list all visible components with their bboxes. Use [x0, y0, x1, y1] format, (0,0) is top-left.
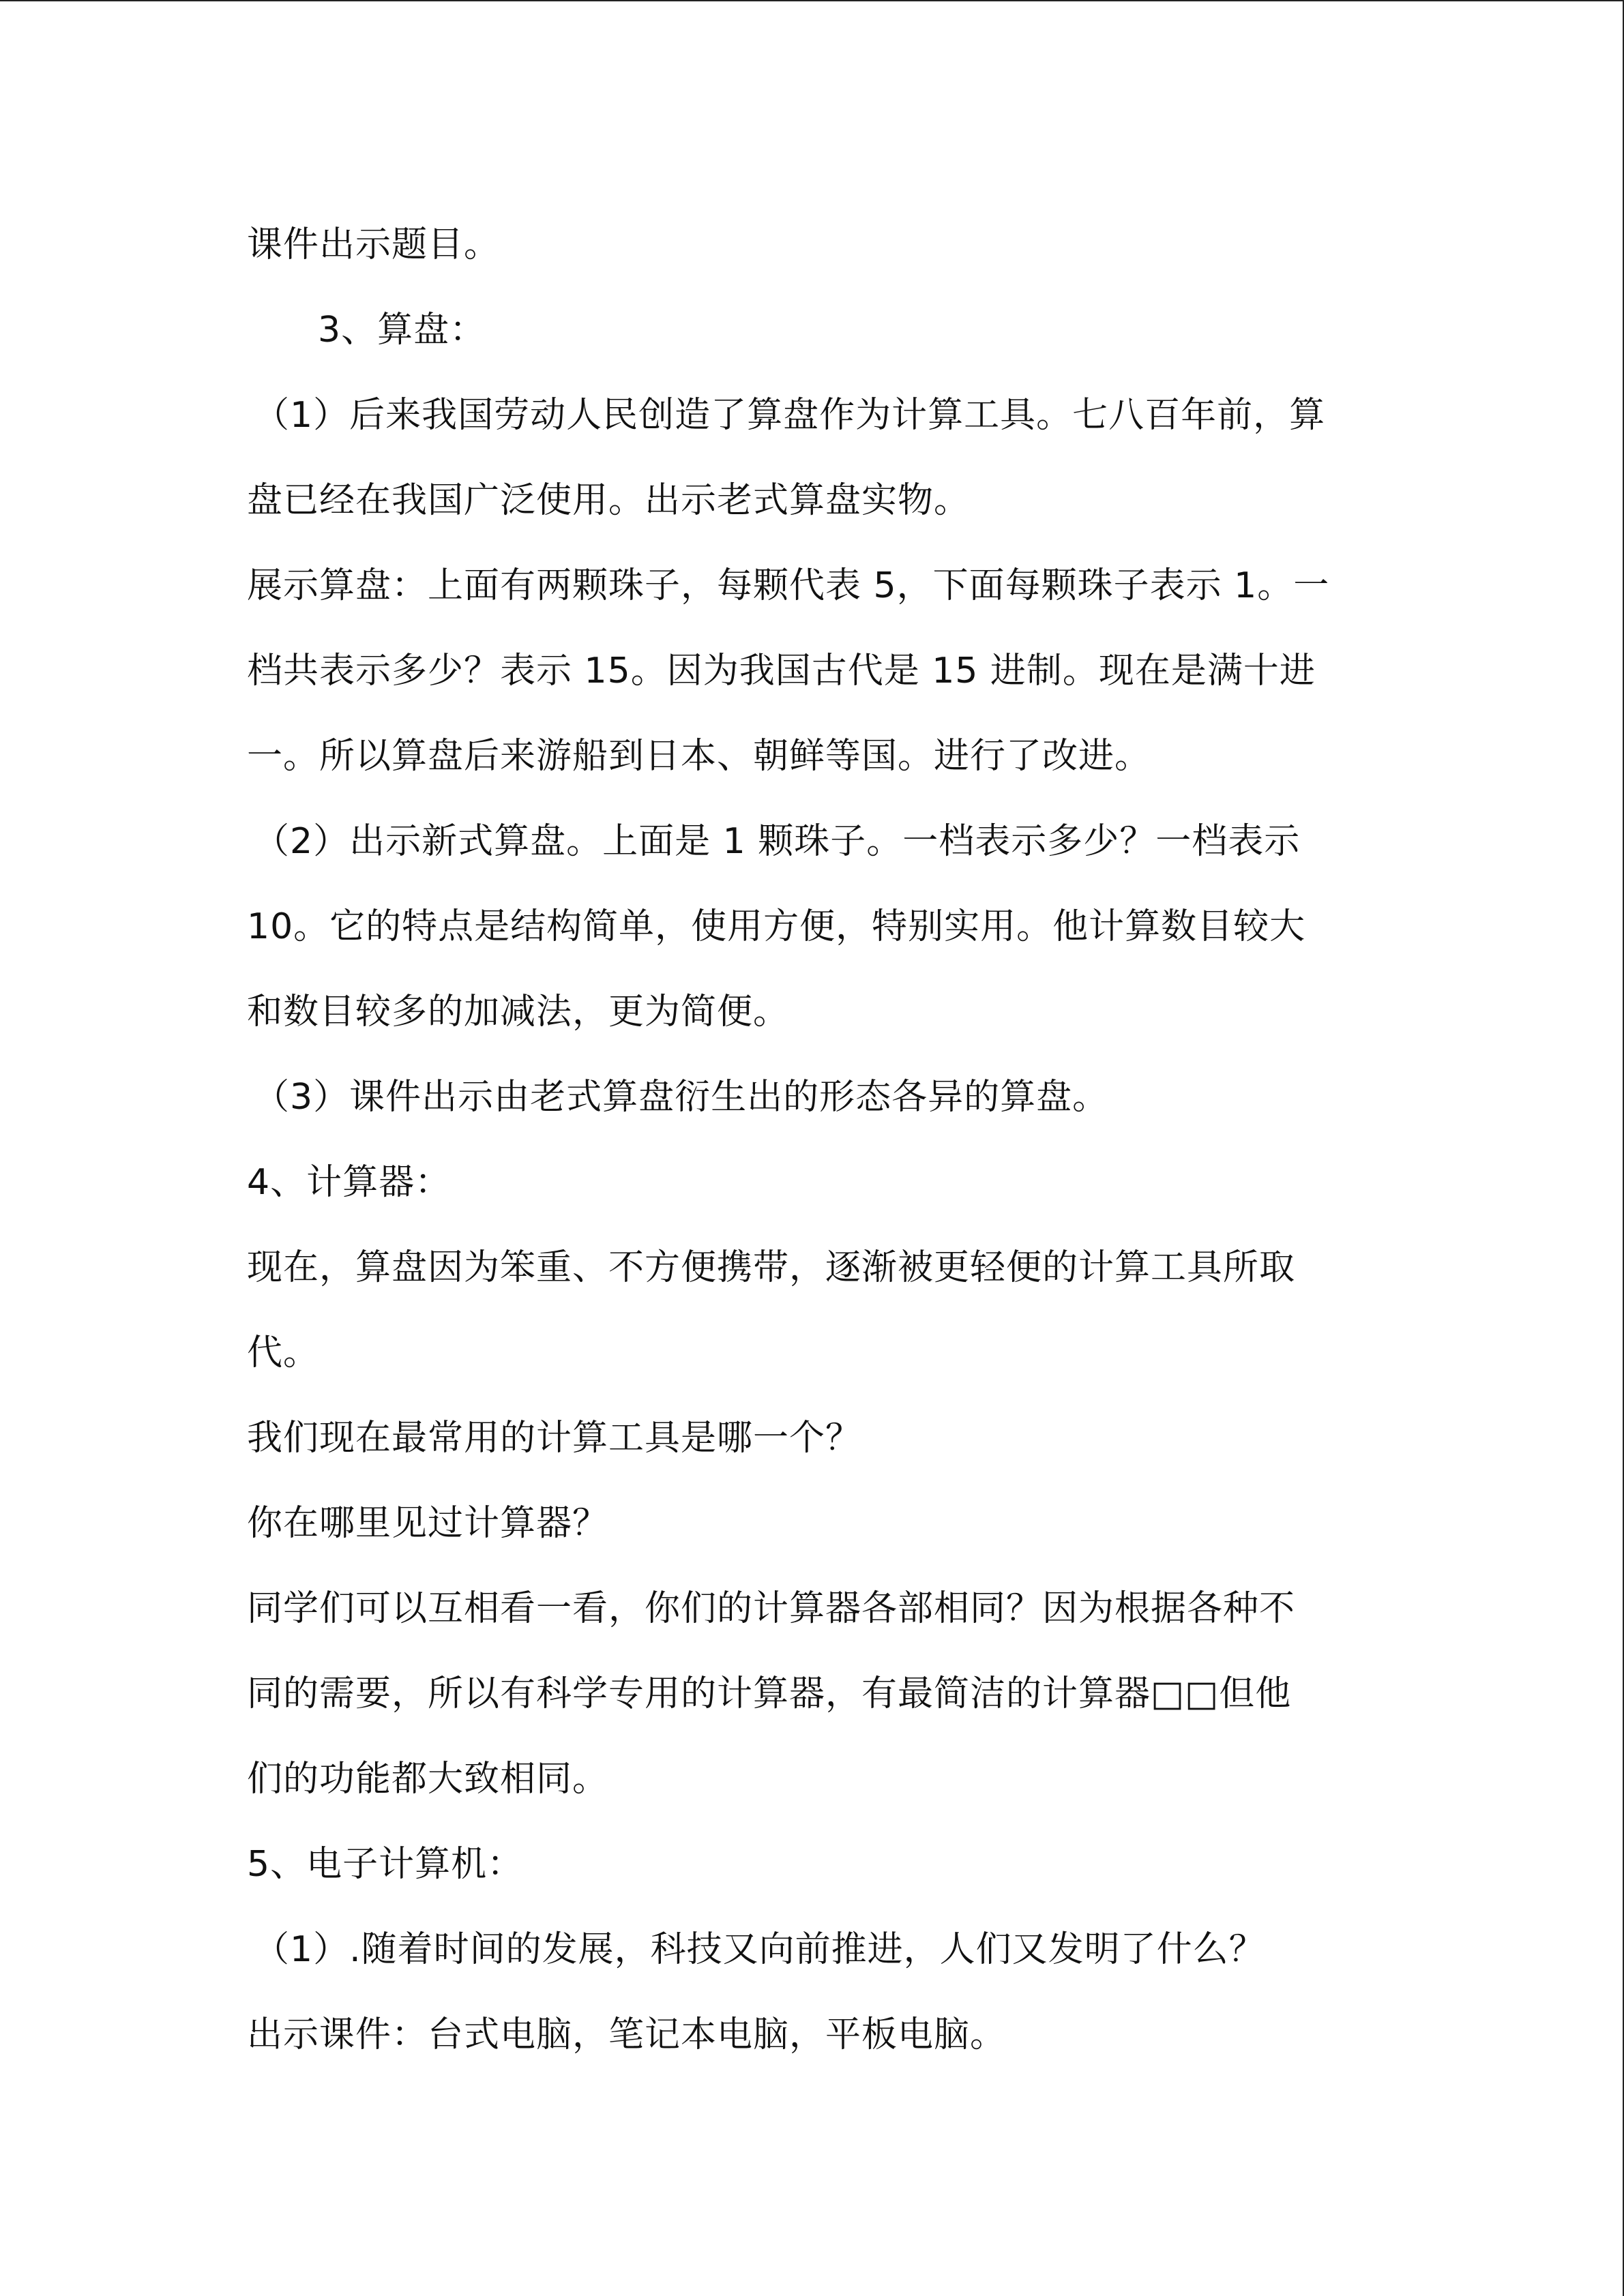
text-line: 档共表示多少？表示 15。因为我国古代是 15 进制。现在是满十进 [247, 651, 1316, 691]
text-line: 盘已经在我国广泛使用。出示老式算盘实物。 [247, 480, 971, 521]
document-body [247, 203, 1393, 2078]
section-heading-abacus: 3、算盘： [318, 310, 486, 351]
text-line: 我们现在最常用的计算工具是哪一个？ [247, 1418, 862, 1459]
text-line: 一。所以算盘后来游船到日本、朝鲜等国。进行了改进。 [247, 736, 1151, 777]
text-line: 10。它的特点是结构简单，使用方便，特别实用。他计算数目较大 [247, 906, 1306, 947]
text-line: 现在，算盘因为笨重、不方便携带，逐渐被更轻便的计算工具所取 [247, 1247, 1296, 1288]
text-line: 你在哪里见过计算器？ [247, 1503, 609, 1544]
text-line: 和数目较多的加减法，更为简便。 [247, 992, 790, 1032]
text-line: 们的功能都大致相同。 [247, 1759, 609, 1800]
text-line: （1）.随着时间的发展，科技又向前推进，人们又发明了什么？ [254, 1929, 1265, 1970]
text-line: 代。 [247, 1332, 320, 1373]
text-line: 出示课件：台式电脑，笔记本电脑，平板电脑。 [247, 2014, 1007, 2055]
text-line: （3）课件出示由老式算盘衍生出的形态各异的算盘。 [254, 1077, 1109, 1118]
section-heading-calculator: 4、计算器： [247, 1162, 452, 1203]
text-line: 同的需要，所以有科学专用的计算器，有最简洁的计算器□□但他 [247, 1673, 1292, 1714]
text-line: 展示算盘：上面有两颗珠子，每颗代表 5，下面每颗珠子表示 1。一 [247, 565, 1330, 606]
text-line: 同学们可以互相看一看，你们的计算器各部相同？因为根据各种不 [247, 1588, 1296, 1629]
text-line: （1）后来我国劳动人民创造了算盘作为计算工具。七八百年前，算 [254, 395, 1326, 436]
text-line: 课件出示题目。 [247, 224, 501, 265]
text-line: （2）出示新式算盘。上面是 1 颗珠子。一档表示多少？一档表示 [254, 821, 1301, 862]
section-heading-computer: 5、电子计算机： [247, 1844, 524, 1885]
